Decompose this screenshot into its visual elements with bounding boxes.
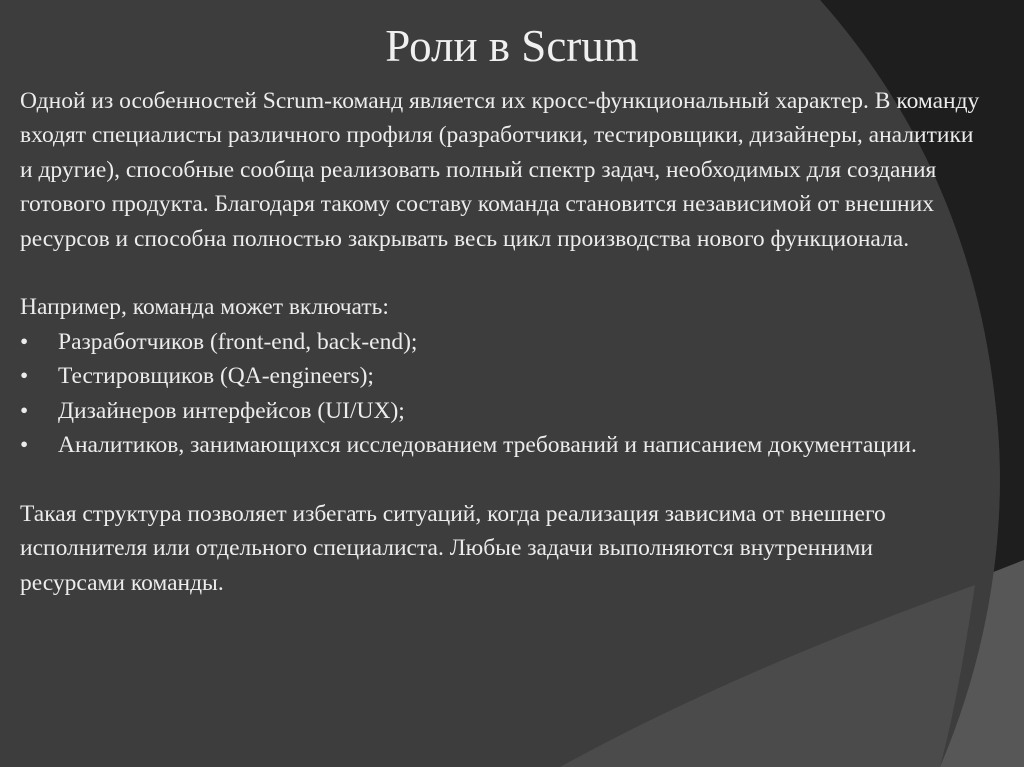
bullet-icon: • (20, 397, 29, 424)
list-item (20, 325, 980, 359)
roles-list (20, 325, 980, 463)
list-item-text: Разработчиков (front-end, back-end); (58, 328, 418, 355)
list-item (20, 428, 980, 462)
closing-paragraph: Такая структура позволяет избегать ситуаций, когда реализация зависима от внешнего исполнителя или отдельного специалиста. Любые задачи выполняются внутренними ресурсами команды. (20, 500, 886, 596)
bullet-icon: • (20, 328, 29, 355)
list-intro: Например, команда может включать: (20, 294, 389, 321)
spacer (20, 462, 980, 496)
list-item (20, 359, 980, 393)
slide-title: Роли в Scrum (385, 21, 639, 71)
slide-body (20, 84, 980, 600)
list-item-text: Тестировщиков (QA-engineers); (58, 363, 374, 390)
bullet-icon: • (20, 363, 29, 390)
list-item-text: Аналитиков, занимающихся исследованием требований и написанием документации. (58, 432, 917, 459)
list-item-text: Дизайнеров интерфейсов (UI/UX); (58, 397, 405, 424)
list-item (20, 394, 980, 428)
intro-paragraph: Одной из особенностей Scrum-команд является их кросс-функциональный характер. В команду входят специалисты различного профиля (разработчики, тестировщики, дизайнеры, аналитики и другие), способные сообща реализовать полный спектр задач, необходимых для создания готового продукта. Благодаря такому составу команда становится независимой от внешних ресурсов и способна полностью закрывать весь цикл производства нового функционала. (20, 88, 980, 252)
bullet-icon: • (20, 432, 29, 459)
spacer (20, 256, 980, 290)
